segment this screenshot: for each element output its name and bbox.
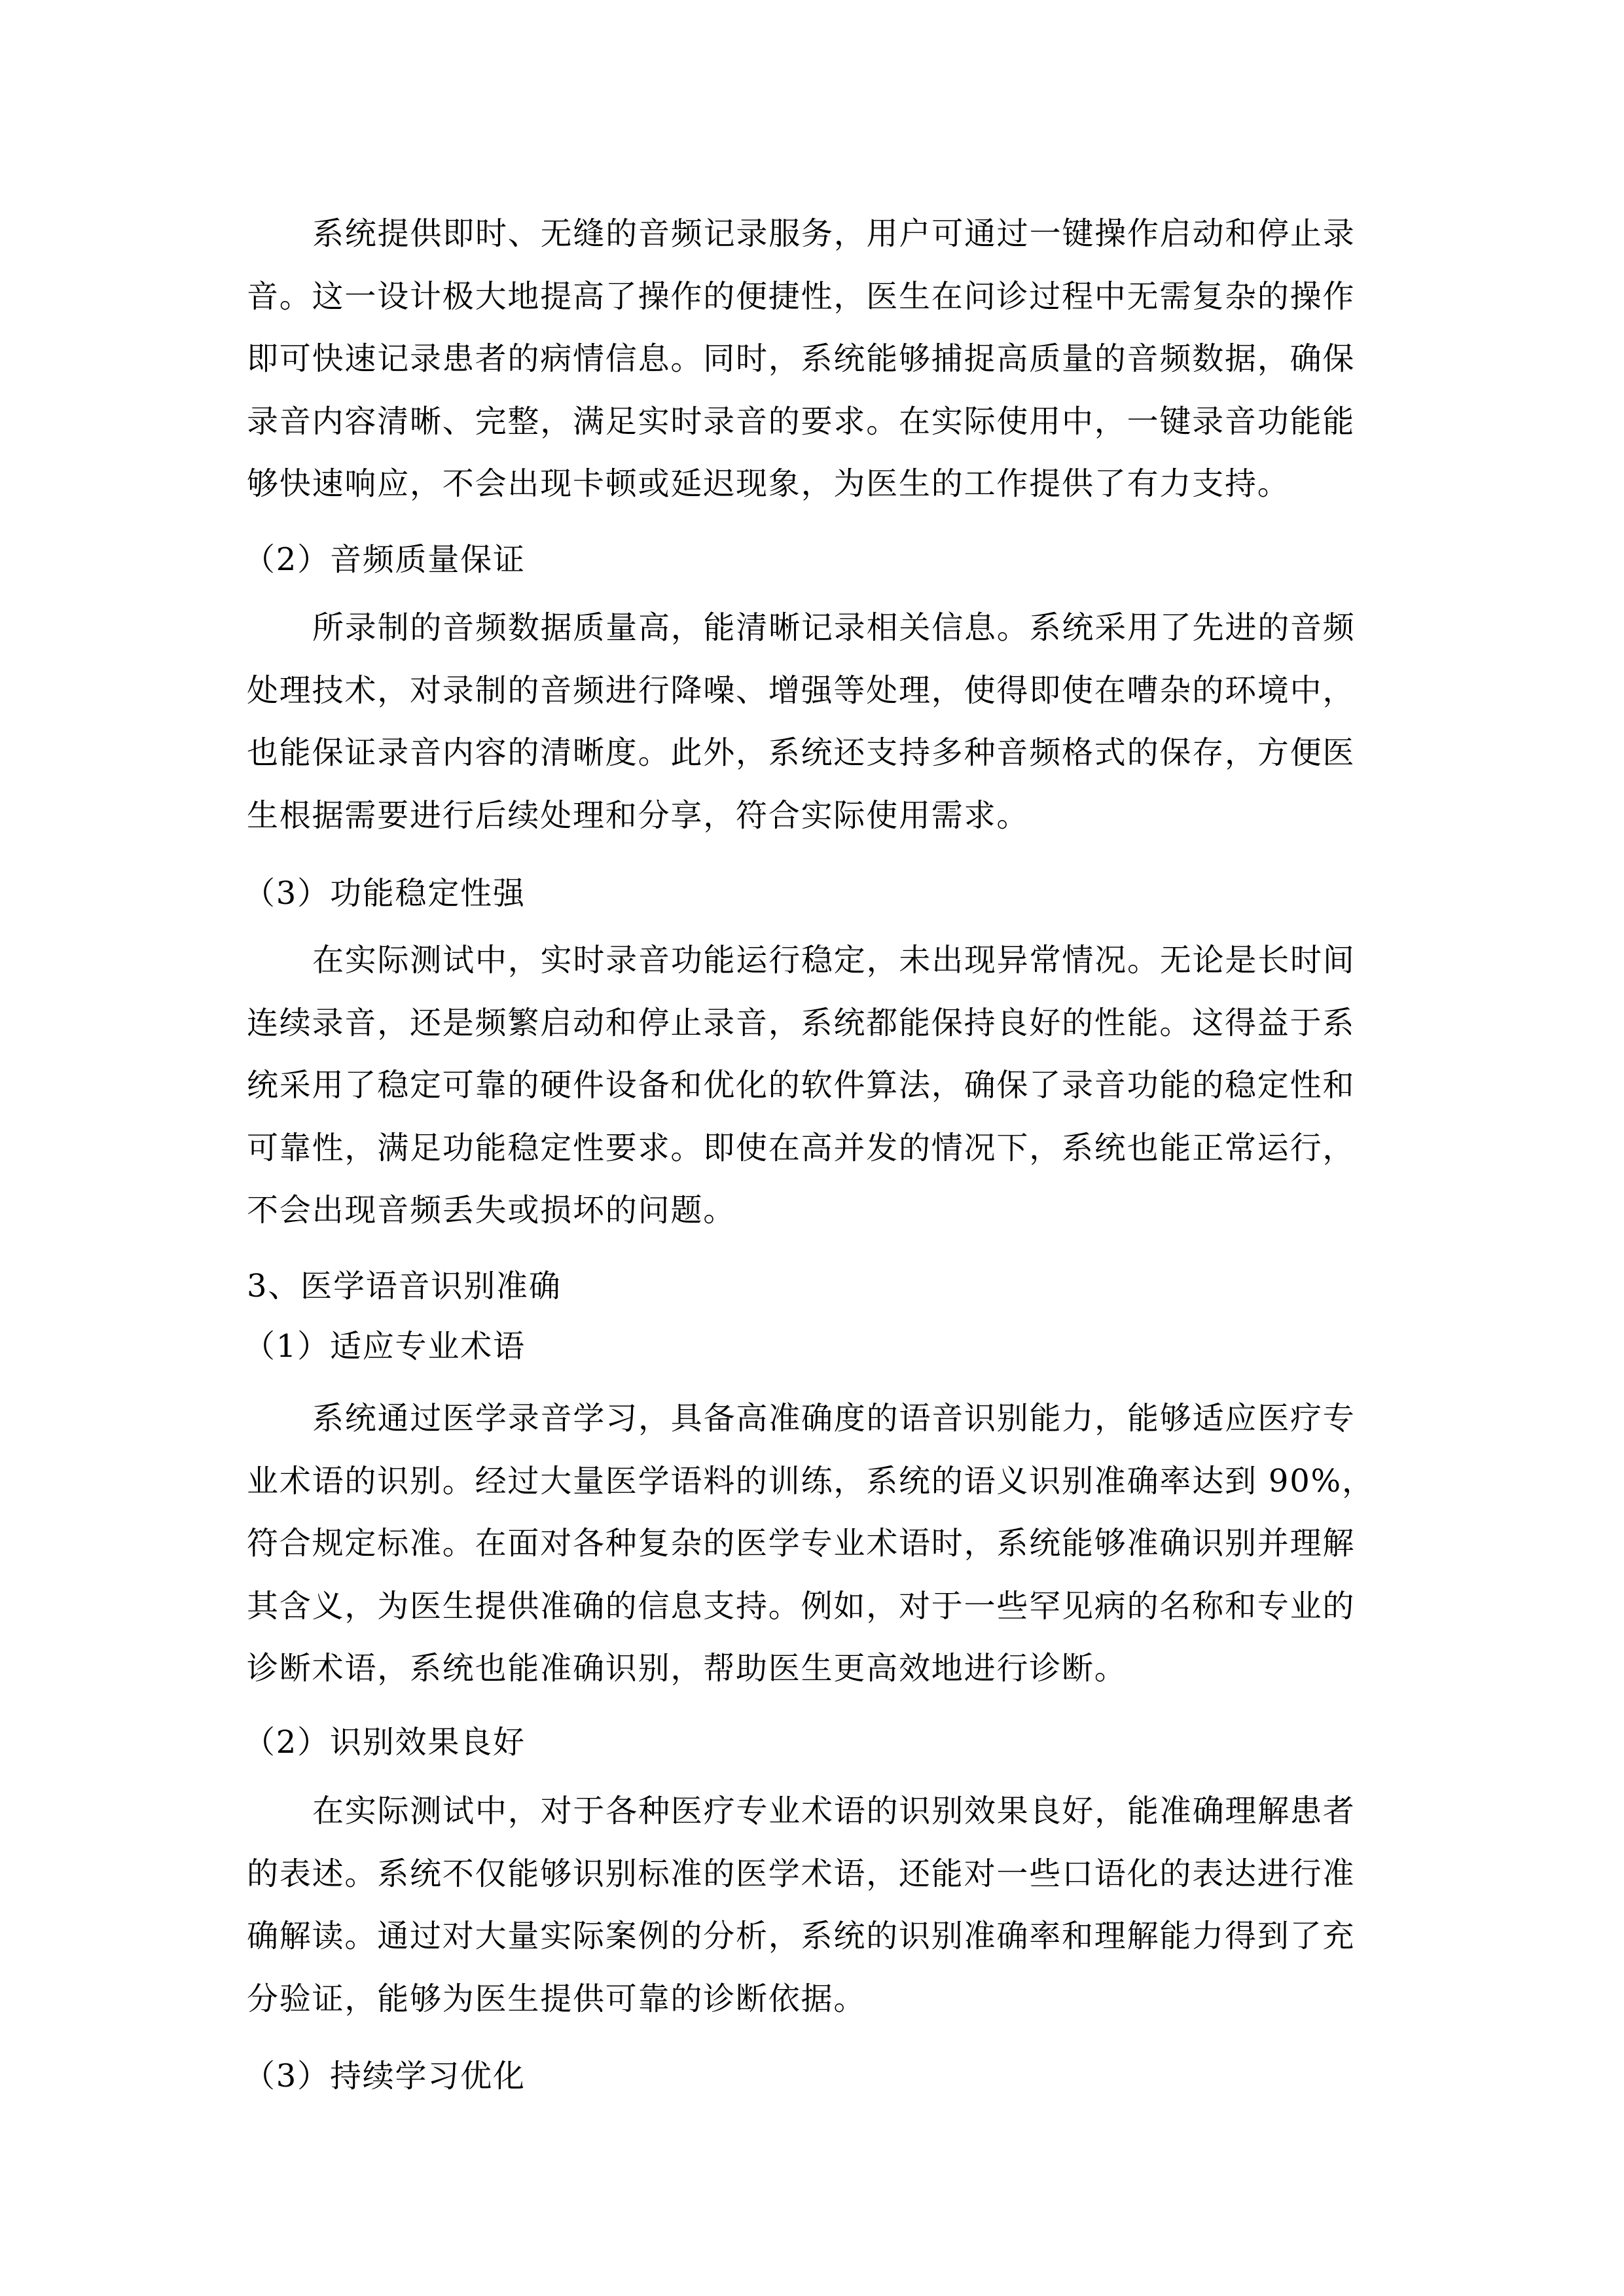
paragraph-line: 生根据需要进行后续处理和分享，符合实际使用需求。 (247, 797, 1030, 834)
paragraph-line: 在实际测试中，对于各种医疗专业术语的识别效果良好，能准确理解患者 (312, 1793, 1356, 1829)
subheading-terminology (244, 1316, 1356, 1378)
heading-text: 3、医学语音识别准确 (247, 1268, 562, 1304)
paragraph-realtime-recording (247, 203, 1360, 516)
paragraph-line: 够快速响应，不会出现卡顿或延迟现象，为医生的工作提供了有力支持。 (247, 465, 1290, 502)
paragraph-line: 音。这一设计极大地提高了操作的便捷性，医生在问诊过程中无需复杂的操作 (247, 278, 1356, 315)
subheading-text: （2）识别效果良好 (244, 1724, 526, 1761)
section-heading-speech-recognition (247, 1255, 1360, 1318)
paragraph-terminology (247, 1388, 1375, 1700)
subheading-text: （2）音频质量保证 (244, 541, 526, 578)
paragraph-line: 符合规定标准。在面对各种复杂的医学专业术语时，系统能够准确识别并理解 (247, 1525, 1356, 1562)
subheading-text: （3）持续学习优化 (244, 2058, 526, 2094)
paragraph-line: 统采用了稳定可靠的硬件设备和优化的软件算法，确保了录音功能的稳定性和 (247, 1067, 1356, 1103)
subheading-text: （1）适应专业术语 (244, 1328, 526, 1365)
paragraph-line: 诊断术语，系统也能准确识别，帮助医生更高效地进行诊断。 (247, 1650, 1127, 1687)
subheading-continuous-learning (244, 2045, 1356, 2108)
paragraph-line: 处理技术，对录制的音频进行降噪、增强等处理，使得即使在嘈杂的环境中， (247, 672, 1356, 709)
subheading-audio-quality (244, 529, 1356, 592)
paragraph-line: 可靠性，满足功能稳定性要求。即使在高并发的情况下，系统也能正常运行， (247, 1129, 1356, 1166)
subheading-text: （3）功能稳定性强 (244, 875, 526, 912)
subheading-stability (244, 863, 1356, 925)
paragraph-line: 也能保证录音内容的清晰度。此外，系统还支持多种音频格式的保存，方便医 (247, 734, 1356, 771)
paragraph-line: 其含义，为医生提供准确的信息支持。例如，对于一些罕见病的名称和专业的 (247, 1587, 1356, 1624)
paragraph-line: 业术语的识别。经过大量医学语料的训练，系统的语义识别准确率达到 90%， (247, 1462, 1375, 1499)
paragraph-line: 在实际测试中，实时录音功能运行稳定，未出现异常情况。无论是长时间 (312, 942, 1356, 978)
paragraph-line: 所录制的音频数据质量高，能清晰记录相关信息。系统采用了先进的音频 (312, 609, 1356, 646)
paragraph-recognition-effect (247, 1780, 1360, 2030)
paragraph-line: 即可快速记录患者的病情信息。同时，系统能够捕捉高质量的音频数据，确保 (247, 340, 1356, 377)
paragraph-line: 不会出现音频丢失或损坏的问题。 (247, 1192, 736, 1229)
paragraph-line: 确解读。通过对大量实际案例的分析，系统的识别准确率和理解能力得到了充 (247, 1918, 1356, 1954)
paragraph-line: 连续录音，还是频繁启动和停止录音，系统都能保持良好的性能。这得益于系 (247, 1004, 1356, 1041)
subheading-recognition-effect (244, 1712, 1356, 1774)
paragraph-line: 分验证，能够为医生提供可靠的诊断依据。 (247, 1980, 867, 2017)
paragraph-line: 的表述。系统不仅能够识别标准的医学术语，还能对一些口语化的表达进行准 (247, 1855, 1356, 1892)
paragraph-stability (247, 929, 1360, 1242)
paragraph-line: 系统提供即时、无缝的音频记录服务，用户可通过一键操作启动和停止录 (312, 215, 1356, 252)
paragraph-line: 系统通过医学录音学习，具备高准确度的语音识别能力，能够适应医疗专 (312, 1400, 1356, 1437)
paragraph-audio-quality (247, 597, 1360, 847)
paragraph-line: 录音内容清晰、完整，满足实时录音的要求。在实际使用中，一键录音功能能 (247, 403, 1356, 440)
